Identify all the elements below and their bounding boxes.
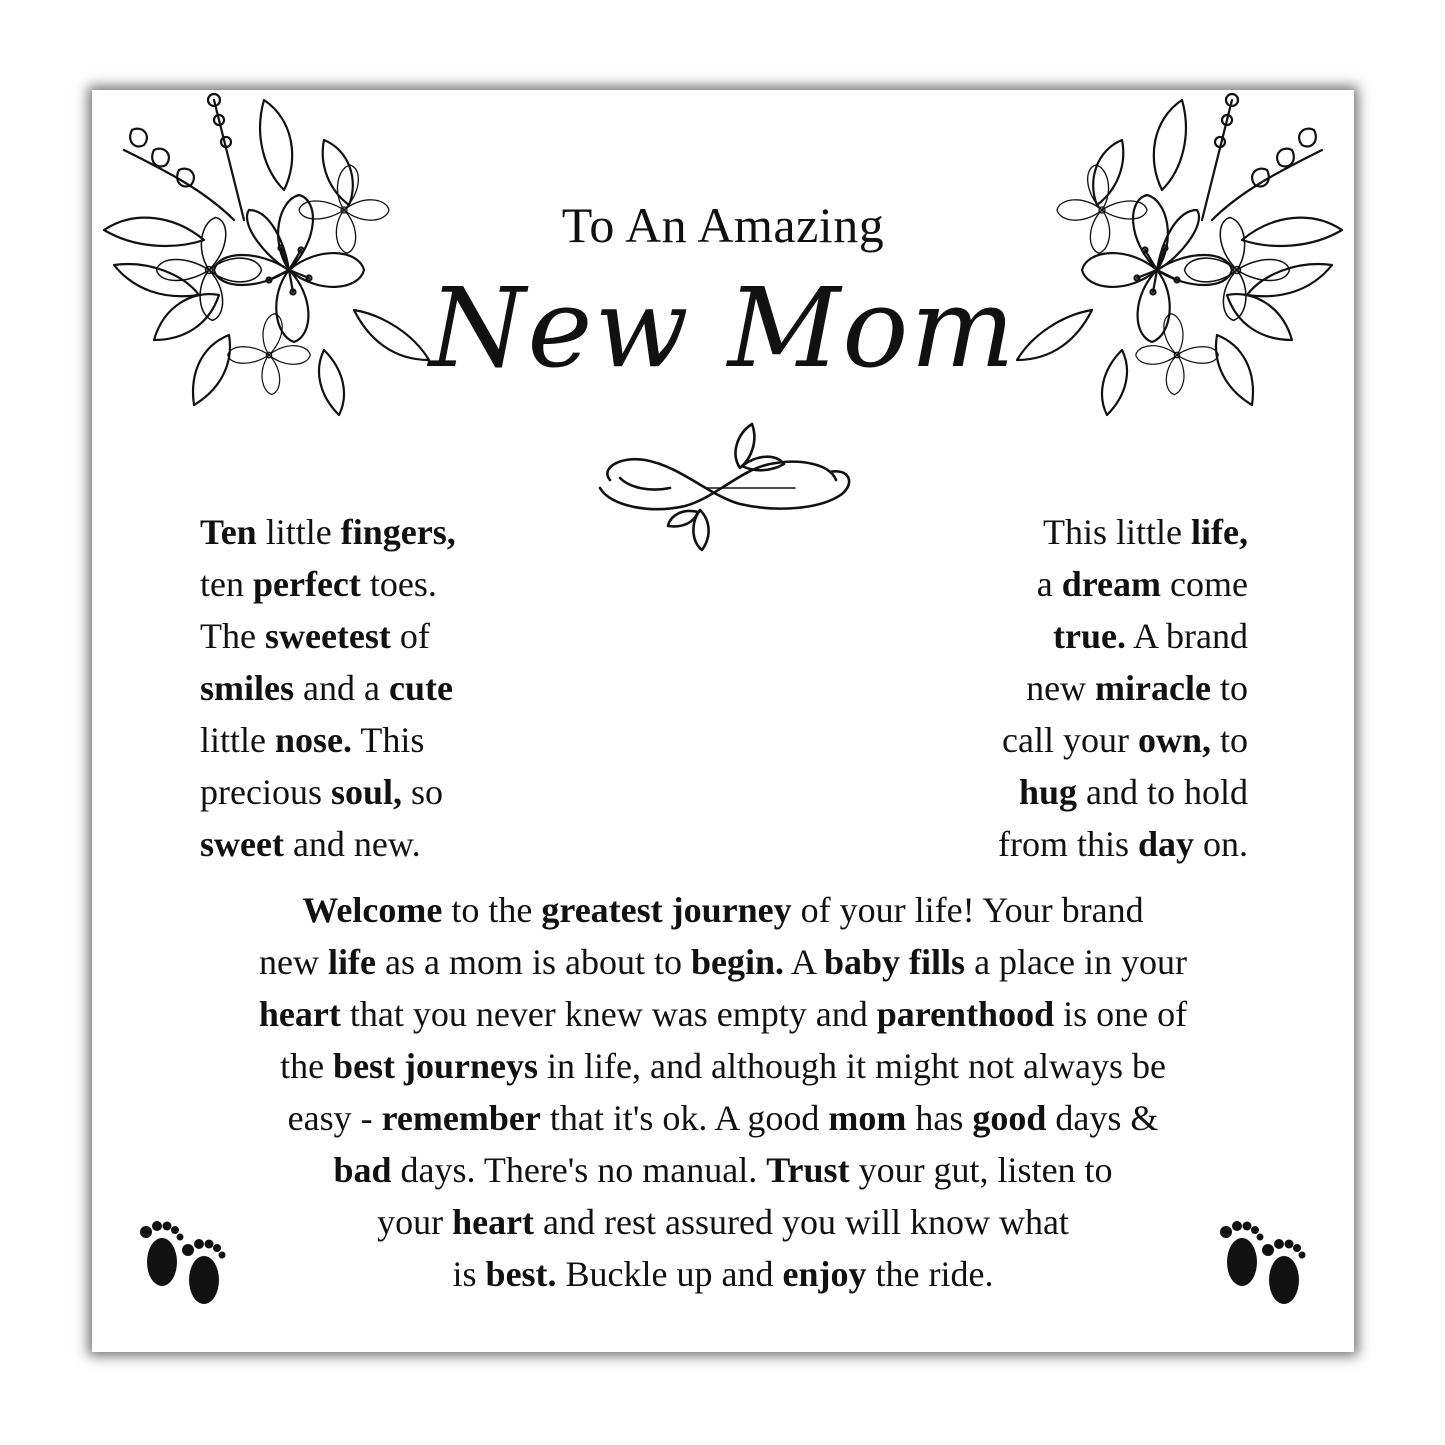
text-segment: precious [200,772,331,812]
text-segment: days. There's no manual. [391,1150,767,1190]
text-segment: the ride. [866,1254,994,1294]
text-segment: and rest assured you will know what [534,1202,1069,1242]
bold-word: heart [452,1202,535,1242]
text-segment: easy - [287,1098,382,1138]
bold-word: greatest journey [541,890,792,930]
text-segment: little [256,512,341,552]
poem-left-line [200,818,520,870]
bold-word: miracle [1095,668,1211,708]
text-segment: and a [294,668,389,708]
poem-right-line [918,714,1248,766]
text-segment: to [1210,668,1248,708]
text-segment: This little [1043,512,1192,552]
bold-word: Ten [200,512,257,552]
text-segment: on. [1194,824,1248,864]
bold-word: smiles [200,668,294,708]
bold-word: Welcome [302,890,443,930]
message-line [192,1040,1254,1092]
poem-right [918,506,1248,870]
bold-word: mom [828,1098,907,1138]
card-title: New Mom [429,264,1017,392]
poem-left-line [200,766,520,818]
text-segment: to the [442,890,542,930]
bold-word: sweet [200,824,284,864]
text-segment: of [390,616,430,656]
message-line [192,1144,1254,1196]
poem-right-line [918,506,1248,558]
poem-left [200,506,520,870]
text-segment: A brand [1126,616,1248,656]
message-line [192,884,1254,936]
text-segment: so [402,772,444,812]
text-segment: to [1210,720,1248,760]
bold-word: best. [485,1254,557,1294]
baby-feet-icon [132,1210,238,1316]
text-segment: that you never knew was empty and [340,994,877,1034]
poem-left-line [200,558,520,610]
message-line [192,988,1254,1040]
bold-word: remember [381,1098,541,1138]
text-segment: a [1036,564,1062,604]
card-subtitle: To An Amazing [561,197,885,253]
bold-word: true. [1053,616,1126,656]
poem-right-line [918,558,1248,610]
text-segment: come [1161,564,1248,604]
poem-right-line [918,662,1248,714]
text-segment: days & [1046,1098,1159,1138]
poem-left-line [200,714,520,766]
bold-word: baby fills [824,942,966,982]
bold-word: heart [258,994,341,1034]
message-line [192,1196,1254,1248]
poem-left-line [200,506,520,558]
text-segment: Buckle up and [556,1254,783,1294]
poem-right-line [918,818,1248,870]
text-segment: your [377,1202,453,1242]
bold-word: own, [1137,720,1211,760]
text-segment: a place in your [965,942,1187,982]
bold-word: nose. [275,720,353,760]
text-segment: as a mom is about to [375,942,691,982]
bold-word: dream [1061,564,1162,604]
bold-word: parenthood [876,994,1055,1034]
text-segment: that it's ok. A good [540,1098,829,1138]
text-segment: your gut, listen to [849,1150,1113,1190]
text-segment: call your [1002,720,1138,760]
bold-word: good [972,1098,1047,1138]
message-line [192,1092,1254,1144]
text-segment: A [783,942,825,982]
infinity-swirl-icon [590,418,856,554]
text-segment: from this [997,824,1138,864]
greeting-card [92,90,1354,1352]
message-line [192,1248,1254,1300]
poem-left-line [200,662,520,714]
poem-right-line [918,610,1248,662]
text-segment: and to hold [1077,772,1248,812]
text-segment: in life, and although it might not always be [538,1046,1166,1086]
bold-word: bad [333,1150,392,1190]
bold-word: soul, [330,772,403,812]
text-segment: is [452,1254,486,1294]
bold-word: sweetest [264,616,391,656]
bold-word: begin. [690,942,784,982]
text-segment: new [1026,668,1096,708]
bold-word: best journeys [333,1046,539,1086]
text-segment: and new. [283,824,421,864]
text-segment: has [906,1098,973,1138]
text-segment: The [200,616,265,656]
bold-word: enjoy [782,1254,867,1294]
bold-word: Trust [766,1150,850,1190]
bold-word: perfect [252,564,361,604]
baby-feet-icon [1212,1210,1318,1316]
text-segment: little [200,720,275,760]
poem-right-line [918,766,1248,818]
bold-word: cute [388,668,453,708]
message-body [192,884,1254,1300]
message-line [192,936,1254,988]
poem-left-line [200,610,520,662]
text-segment: is one of [1054,994,1188,1034]
bold-word: life [328,942,376,982]
text-segment: of your life! Your brand [791,890,1144,930]
bold-word: life, [1191,512,1248,552]
bold-word: fingers, [340,512,456,552]
bold-word: hug [1018,772,1078,812]
text-segment: the [280,1046,334,1086]
text-segment: This [352,720,425,760]
text-segment: ten [200,564,253,604]
text-segment: toes. [360,564,437,604]
bold-word: day [1137,824,1194,864]
text-segment: new [259,942,328,982]
